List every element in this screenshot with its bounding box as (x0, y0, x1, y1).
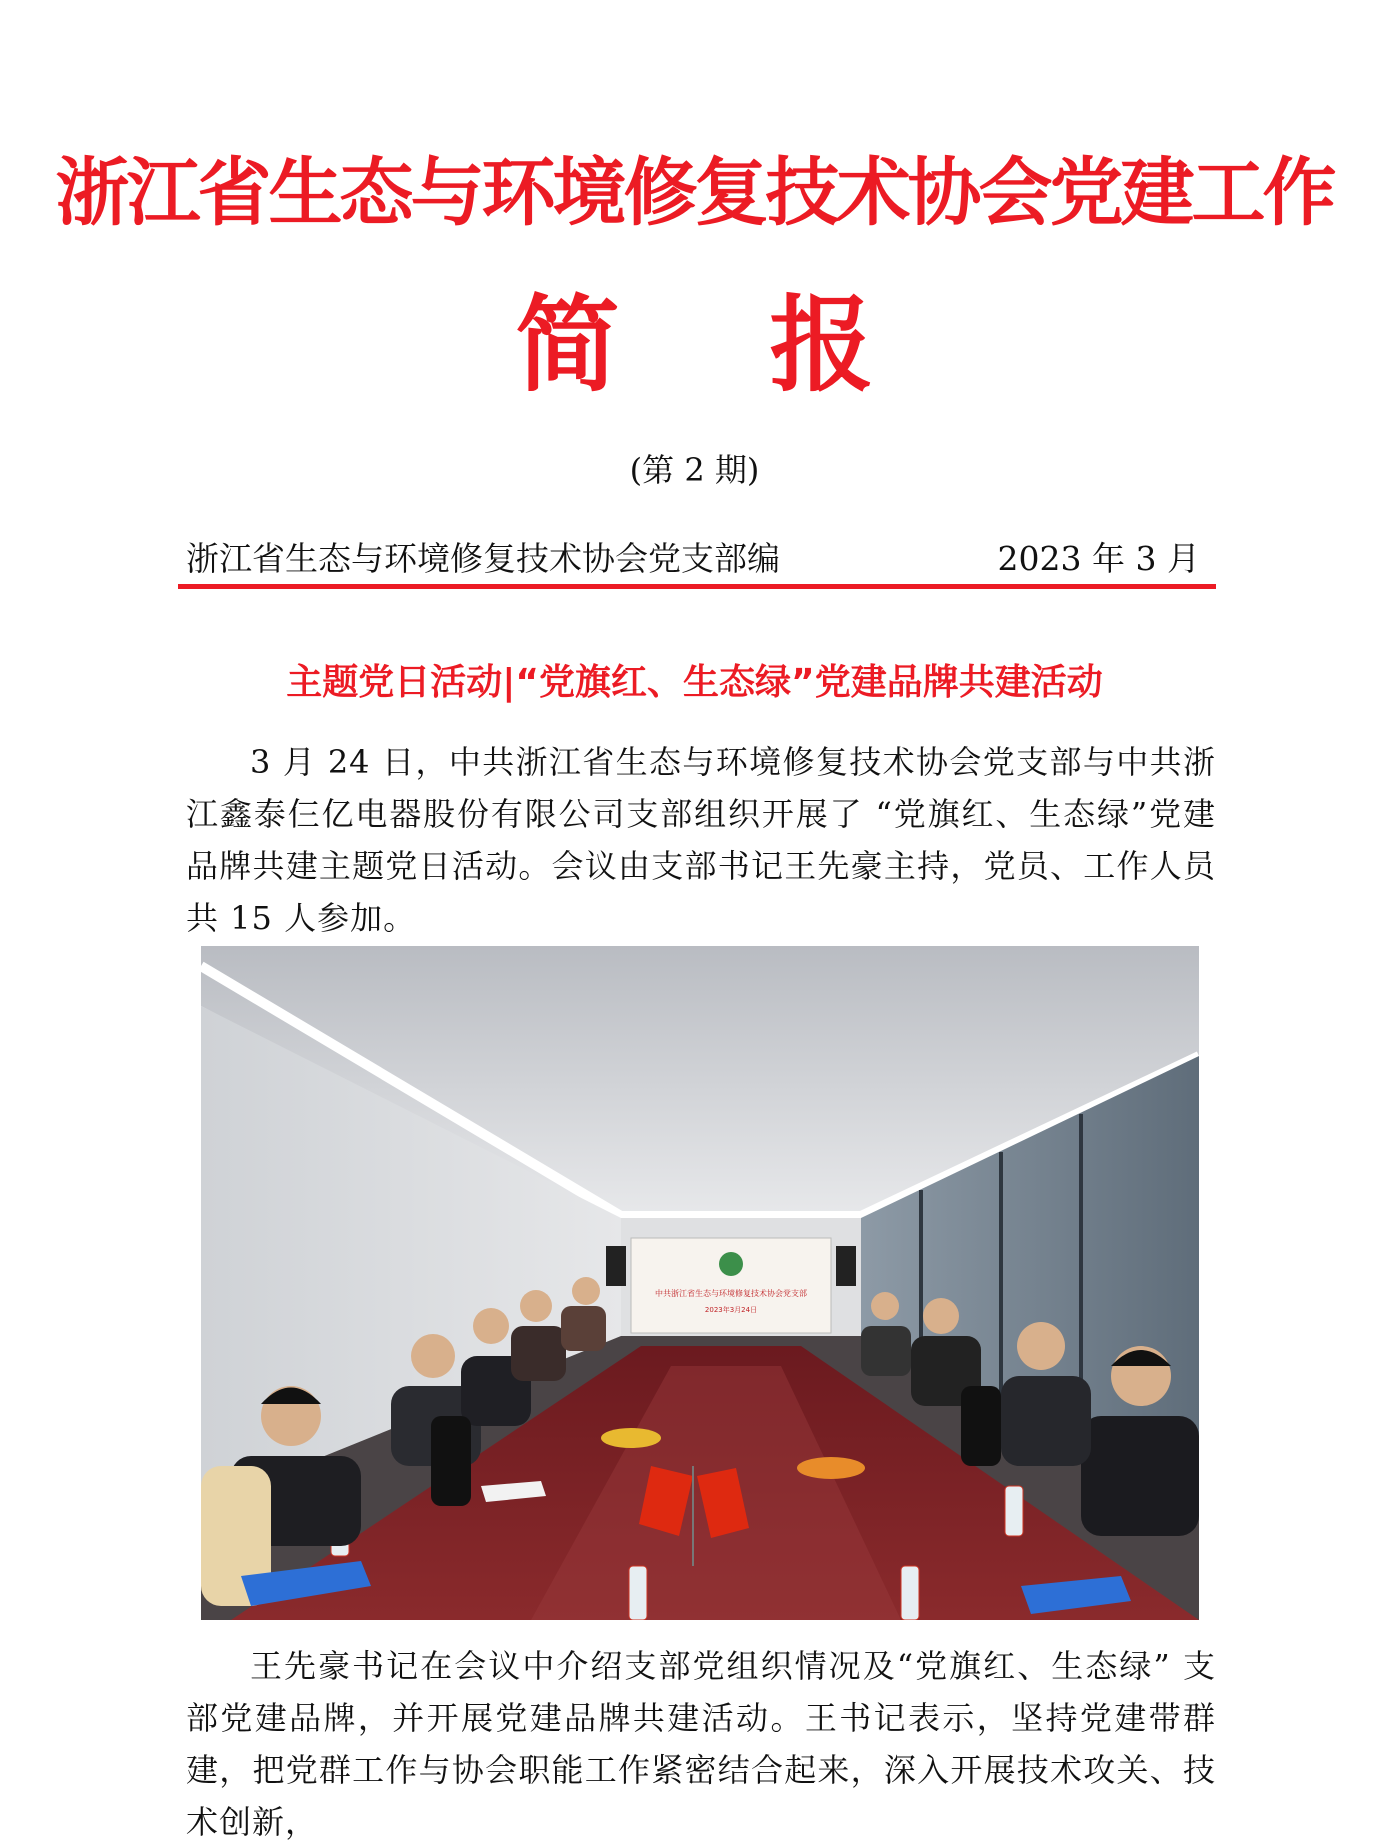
publisher: 浙江省生态与环境修复技术协会党支部编 (186, 539, 780, 578)
subtitle-char-1: 简 (515, 284, 620, 406)
subtitle-char-2: 报 (769, 284, 874, 406)
article-title: 主题党日活动|“党旗红、生态绿”党建品牌共建活动 (286, 662, 1103, 703)
fruit-bowl (601, 1428, 661, 1448)
speaker-right (836, 1246, 856, 1286)
editor-line (186, 536, 1200, 582)
issue-date: 2023 年 3 月 (997, 539, 1200, 578)
chair (431, 1416, 471, 1506)
article-paragraph-2: 王先豪书记在会议中介绍支部党组织情况及“党旗红、生态绿” 支部党建品牌，并开展党建品牌共建活动。王书记表示，坚持党建带群建，把党群工作与协会职能工作紧密结合起来，深入开展技术攻关、技术创新， (186, 1647, 1216, 1841)
water-bottle (629, 1566, 647, 1620)
masthead-subtitle (0, 285, 1389, 405)
water-bottle (901, 1566, 919, 1620)
meeting-photo (201, 946, 1199, 1620)
water-bottle (1005, 1486, 1023, 1536)
red-divider (178, 584, 1216, 589)
screen-title: 中共浙江省生态与环境修复技术协会党支部 (655, 1289, 807, 1298)
fruit-bowl (797, 1457, 865, 1479)
screen-date: 2023年3月24日 (704, 1306, 758, 1314)
chair (961, 1386, 1001, 1466)
issue-number: (第 2 期) (629, 451, 760, 489)
association-logo (719, 1252, 743, 1276)
masthead-title: 浙江省生态与环境修复技术协会党建工作 (55, 150, 1334, 236)
article-paragraph-1: 3 月 24 日，中共浙江省生态与环境修复技术协会党支部与中共浙江鑫泰仨亿电器股份有限公司支部组织开展了 “党旗红、生态绿”党建品牌共建主题党日活动。会议由支部书记王先豪主持，党员、工作人员共 15 人参加。 (186, 743, 1216, 937)
speaker-left (606, 1246, 626, 1286)
